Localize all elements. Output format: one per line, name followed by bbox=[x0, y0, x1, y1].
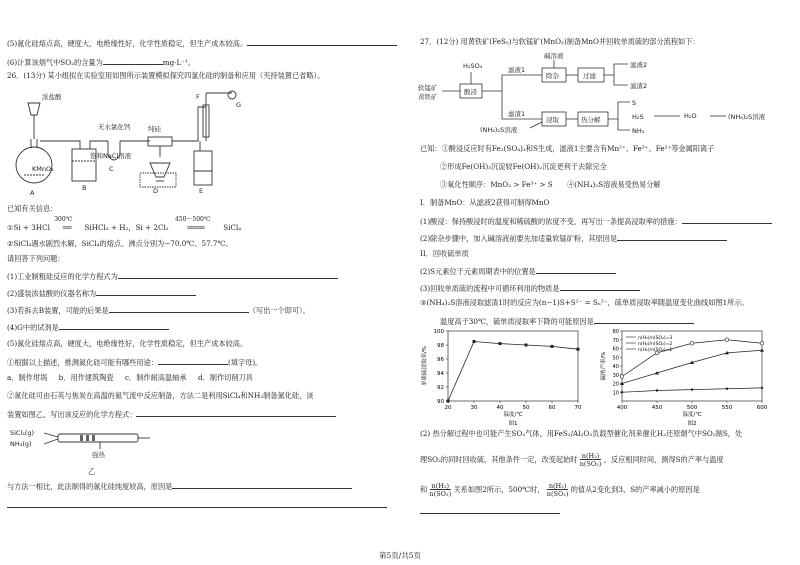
flow-raw2: 黄铁矿 bbox=[418, 93, 438, 101]
data-point bbox=[447, 400, 450, 403]
x-tick-label: 400 bbox=[616, 405, 628, 411]
y-tick-label: 20 bbox=[612, 381, 619, 388]
flow-acid-leach: 酸浸 bbox=[464, 88, 477, 96]
answer-blank[interactable] bbox=[247, 38, 397, 46]
label-f: F bbox=[196, 93, 200, 101]
x-tick-label: 450 bbox=[651, 405, 663, 411]
x-tick-label: 600 bbox=[756, 405, 768, 411]
data-point bbox=[761, 387, 763, 389]
flow-decompose: 热分解 bbox=[581, 116, 601, 124]
data-point bbox=[690, 341, 694, 345]
x-tick-label: 50 bbox=[522, 405, 530, 411]
r6a: (2) 热分解过程中也可能产生SO₂气体，用FeS₂/Al₂O₃负载型催化剂来催化H₂还原烟气中SO₂制S，处 bbox=[420, 429, 743, 438]
label-conc-hcl: 浓盐酸 bbox=[42, 93, 62, 101]
label-b: B bbox=[82, 184, 87, 192]
data-point bbox=[725, 338, 729, 342]
y-tick-label: 98 bbox=[437, 343, 444, 349]
r2: (2)除杂步骤中，加入碱溶液前要先加适量软锰矿粉，其原因是 bbox=[420, 233, 727, 242]
answer-blank[interactable] bbox=[617, 233, 727, 241]
flowchart bbox=[418, 50, 778, 136]
label-heat: 强热 bbox=[92, 451, 105, 459]
legend-label: n(H₂)/n(SO₂)=2 bbox=[638, 341, 673, 347]
flow-remove-impurity: 除杂 bbox=[546, 72, 559, 80]
data-point bbox=[621, 391, 623, 393]
data-point bbox=[656, 389, 658, 391]
answer-blank[interactable] bbox=[536, 266, 616, 274]
data-point bbox=[726, 388, 728, 390]
answer-blank[interactable] bbox=[420, 506, 560, 514]
y-tick-label: 92 bbox=[437, 385, 444, 391]
q26-2: (2)盛装浓盐酸的仪器名称为 bbox=[7, 288, 196, 297]
r6-answer bbox=[420, 506, 560, 515]
answer-blank[interactable] bbox=[594, 316, 694, 324]
data-point bbox=[620, 375, 624, 379]
answer-blank[interactable] bbox=[158, 357, 228, 365]
section-2: II．回收硫单质 bbox=[420, 249, 469, 258]
series-line bbox=[448, 342, 578, 402]
label-kmno4: KMnO₄ bbox=[32, 165, 54, 173]
label-a: A bbox=[30, 189, 35, 197]
equation-1: ①Si + 3HCl 300℃ ══ SiHCl₃ + H₂，Si + 2Cl₂ 450～500℃ ════ SiCl₄ bbox=[7, 216, 242, 232]
q26-5-1: ①根据以上描述，推测氮化硅可能有哪些用途： (填字母)。 bbox=[7, 358, 263, 367]
series-line bbox=[622, 350, 762, 383]
x-tick-label: 40 bbox=[496, 405, 504, 411]
label-cacl2: 无水氯化钙 bbox=[98, 123, 131, 131]
label-pure-si: 纯硅 bbox=[148, 125, 161, 133]
x-axis-label: 温度/℃ bbox=[682, 412, 702, 418]
r4: (3)回收单质硫的流程中可循环利用的物质是 bbox=[420, 283, 640, 292]
ask: 请回答下列问题： bbox=[7, 254, 65, 263]
data-point bbox=[473, 340, 476, 343]
r5a: ③(NH₄)₂S溶液浸取滤渣1时的反应为(n−1)S+S²⁻ = Sₙ²⁻，硫单质浸取率随温度变化曲线如图1所示。 bbox=[420, 298, 749, 307]
data-point bbox=[499, 342, 502, 345]
data-point bbox=[760, 348, 764, 352]
y-tick-label: 90 bbox=[437, 399, 444, 405]
ratio-fraction: $\frac{\text{n(H₂)}}{\text{n(SO₂)}}$ bbox=[429, 482, 452, 498]
section-1: I．制备MnO：从滤液2获得可制得MnO bbox=[420, 198, 550, 207]
label-nh3: NH₃(g) bbox=[10, 440, 32, 448]
label-d: D bbox=[153, 187, 159, 195]
label-e: E bbox=[199, 187, 204, 195]
y-tick-label: 60 bbox=[612, 346, 619, 353]
y-tick-label: 100 bbox=[433, 329, 444, 335]
plot-frame bbox=[448, 331, 578, 401]
answer-blank[interactable] bbox=[7, 500, 387, 508]
y-axis-label: 硫的产率/% bbox=[601, 351, 607, 381]
answer-blank[interactable] bbox=[172, 481, 352, 489]
eq2-arrow: 450～500℃ ════ bbox=[174, 216, 211, 232]
flow-h2so4: H₂SO₄ bbox=[463, 62, 483, 70]
left-q5-text: (5)氮化硅熔点高，硬度大，电绝缘性好，化学性质稳定，但生产成本较高。 bbox=[7, 38, 397, 47]
flow-residue1: 滤渣1 bbox=[508, 110, 526, 118]
answer-line bbox=[7, 500, 387, 509]
flow-nh4s: (NH₄)₂S溶液 bbox=[480, 126, 518, 134]
choice-b: b．用作建筑陶瓷 bbox=[58, 373, 114, 382]
r5b: 温度高于30℃，硫单质浸取率下降的可能原因是 bbox=[440, 316, 694, 325]
data-point bbox=[577, 348, 580, 351]
q26-1: (1)工业制粗硅反应的化学方程式为 bbox=[7, 271, 338, 280]
label-g: G bbox=[236, 101, 242, 109]
answer-blank[interactable] bbox=[96, 288, 196, 296]
x-tick-label: 60 bbox=[548, 405, 556, 411]
known-info: 已知有关信息： bbox=[7, 204, 58, 213]
r6b: 理SO₂的同时回收硫，其他条件一定，改变起始时 $\frac{\text{n(H₂)}}{\text{n(SO₂)}}$ ，反应相同时间，测得S的产率与温度 bbox=[420, 452, 724, 468]
data-point bbox=[551, 345, 554, 348]
q26-5: (5)氮化硅熔点高，硬度大，电绝缘性好，化学性质稳定，但生产成本较高。 bbox=[7, 339, 248, 348]
answer-blank[interactable] bbox=[103, 57, 163, 65]
y-tick-label: 30 bbox=[612, 372, 619, 379]
answer-blank[interactable] bbox=[682, 216, 772, 224]
chart-fig1 bbox=[420, 325, 600, 427]
apparatus-diagram bbox=[10, 85, 250, 197]
x-tick-label: 70 bbox=[574, 405, 582, 411]
y-tick-label: 10 bbox=[612, 390, 619, 397]
r6c: 和 $\frac{\text{n(H₂)}}{\text{n(SO₂)}}$ 关系如图2所示，500℃时， $\frac{\text{n(H₂)}}{\text{n(SO₂)}}$ 的值从2变化到3，S的产率减小的原因是 bbox=[420, 482, 700, 498]
data-point bbox=[691, 388, 693, 390]
flow-s: S bbox=[632, 99, 637, 107]
flow-nh4s-out: (NH₄)₂S溶液 bbox=[728, 113, 766, 121]
eq1-arrow: 300℃ ══ bbox=[54, 216, 73, 232]
label-c: C bbox=[109, 165, 114, 173]
answer-blank[interactable] bbox=[118, 271, 338, 279]
q26-5-3: 与方法一相比，此法制得的氮化硅纯度较高，原因是 bbox=[7, 481, 352, 490]
chart-fig2 bbox=[600, 325, 780, 427]
y-tick-label: 50 bbox=[612, 355, 619, 362]
known-3: ③氧化性顺序：MnO₂ > Fe³⁺ > S ④(NH₄)₂S溶液易受热易分解 bbox=[440, 180, 661, 189]
choices bbox=[7, 374, 253, 381]
flow-h2s: H₂S bbox=[632, 113, 644, 121]
x-tick-label: 20 bbox=[444, 405, 452, 411]
answer-blank[interactable] bbox=[109, 305, 249, 313]
label-nacl: 饱和NaCl溶液 bbox=[90, 152, 132, 160]
flow-alkali: 碱溶液 bbox=[544, 52, 564, 60]
y-tick-label: 40 bbox=[612, 364, 619, 370]
data-point bbox=[525, 344, 528, 347]
q26-3: (3)若拆去B装置，可能的后果是 （写出一个即可）。 bbox=[7, 306, 310, 315]
x-tick-label: 30 bbox=[470, 405, 478, 411]
q26-5-2a: ②氮化硅可由石英与焦炭在高温的氮气流中反应制备，方法二是利用SiCl₄和NH₃制备氮化硅，该 bbox=[7, 391, 314, 400]
flow-filtrate2: 滤液2 bbox=[630, 61, 648, 69]
choice-a: a．制作坩埚 bbox=[7, 373, 48, 382]
ratio-fraction: $\frac{\text{n(H₂)}}{\text{n(SO₂)}}$ bbox=[579, 452, 602, 468]
flow-h2o: H₂O bbox=[684, 112, 697, 120]
y-tick-label: 80 bbox=[612, 329, 619, 335]
ratio-fraction: $\frac{\text{n(H₂)}}{\text{n(SO₂)}}$ bbox=[546, 482, 569, 498]
choice-c: c．制作耐高温轴承 bbox=[125, 373, 187, 382]
y-axis-label: 单质硫浸取率/% bbox=[422, 345, 428, 387]
y-tick-label: 70 bbox=[612, 337, 619, 344]
y-tick-label: 94 bbox=[437, 371, 444, 377]
x-tick-label: 550 bbox=[721, 405, 733, 411]
x-axis-label: 温度/℃ bbox=[503, 412, 523, 418]
flow-residue2: 滤渣2 bbox=[630, 82, 648, 90]
q27-title: 27．(12分) 用黄铁矿(FeS₂)与软锰矿(MnO₂)制备MnO并回收单质硫的部分流程如下： bbox=[420, 37, 700, 46]
legend-label: n(H₂)/n(SO₂)=1 bbox=[638, 347, 673, 353]
tube-figure bbox=[10, 425, 160, 465]
x-tick-label: 500 bbox=[686, 405, 698, 411]
y-tick-label: 96 bbox=[437, 357, 444, 363]
r3: (2)S元素位于元素周期表中的位置是 bbox=[420, 266, 616, 275]
answer-blank[interactable] bbox=[59, 322, 169, 330]
flow-filter: 过滤 bbox=[583, 72, 596, 80]
known-1: 已知：①酸浸反应时有Fe₂(SO₄)₃和S生成，滤液1主要含有Mn²⁺、Fe³⁺、Fe²⁺等金属阳离子 bbox=[420, 144, 715, 153]
figure-caption: 图1 bbox=[508, 421, 518, 427]
data-point bbox=[760, 341, 764, 345]
left-q6-text: (6)计算该烟气中SO₂的含量为 mg·L⁻¹。 bbox=[7, 58, 196, 67]
known-2: ②形成Fe(OH)₃沉淀较Fe(OH)₂沉淀更利于去除完全 bbox=[440, 162, 607, 171]
r1: (1)酸浸：保持酸浸时的温度和稀硫酸的浓度不变，再写出一条提高浸取率的措施： bbox=[420, 216, 772, 225]
flow-filtrate1: 滤液1 bbox=[508, 66, 526, 74]
choice-d: d．制作切削刀具 bbox=[198, 373, 253, 382]
info-2: ②SiCl₄遇水剧烈水解，SiCl₄的熔点、沸点分别为−70.0℃、57.7℃。 bbox=[7, 239, 233, 248]
figure-b-label: 乙 bbox=[88, 467, 96, 476]
page-footer: 第5页/共5页 bbox=[378, 551, 422, 560]
q26-title: 26．(13分) 某小组拟在实验室用如图所示装置模拟探究四氯化硅的制备和应用（夹持装置已省略）。 bbox=[7, 71, 325, 80]
label-sicl4: SiCl₄(g) bbox=[10, 429, 35, 437]
flow-leach: 浸取 bbox=[546, 116, 559, 124]
flow-raw1: 软锰矿 bbox=[418, 84, 438, 92]
figure-caption: 图2 bbox=[687, 421, 697, 427]
answer-blank[interactable] bbox=[560, 283, 640, 291]
answer-blank[interactable] bbox=[136, 409, 336, 417]
q26-5-2b: 装置如图乙，写出该反应的化学方程式： bbox=[7, 409, 336, 418]
flow-nh3: NH₃ bbox=[632, 127, 645, 135]
q26-4: (4)G中的试剂是 bbox=[7, 322, 169, 331]
legend-label: n(H₂)/n(SO₂)=3 bbox=[638, 335, 673, 341]
